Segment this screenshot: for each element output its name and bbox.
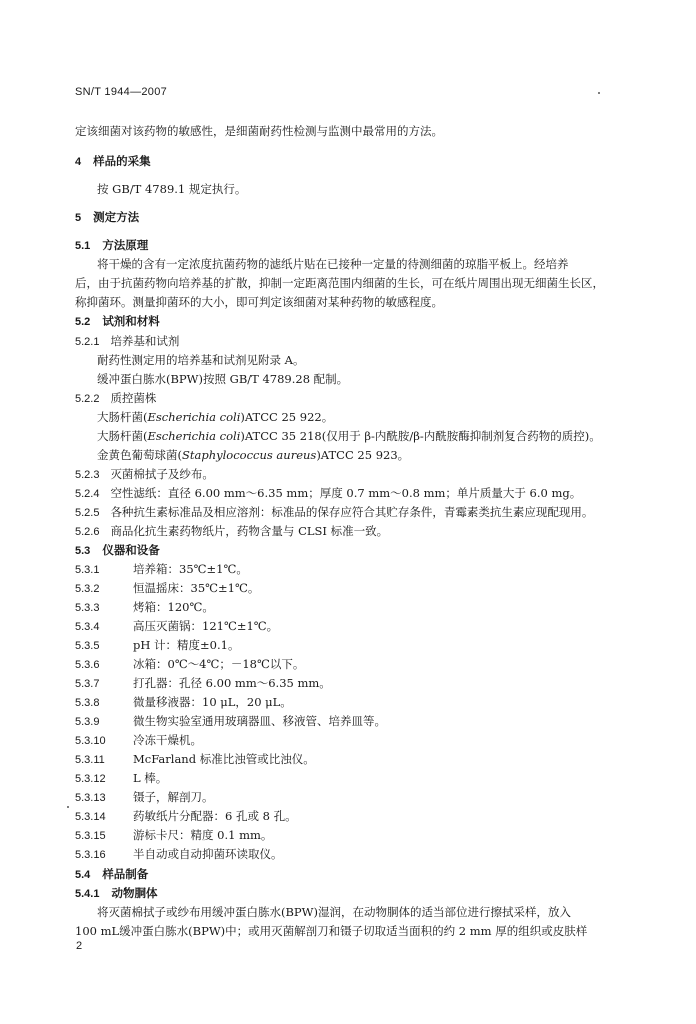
- equipment-item: [75, 714, 386, 729]
- item-text: 镊子，解剖刀。: [133, 790, 214, 804]
- item-text: 冷冻干燥机。: [133, 733, 202, 747]
- section-title: 样品制备: [102, 867, 149, 881]
- section-number: 5.3.14: [75, 811, 106, 823]
- section-number: 5.1: [75, 240, 91, 252]
- item-text: 微生物实验室通用玻璃器皿、移液管、培养皿等。: [133, 714, 386, 728]
- section-5-4-heading: [75, 867, 148, 882]
- section-number: 5.3.9: [75, 716, 100, 728]
- item-text: 商品化抗生素药物纸片，药物含量与 CLSI 标准一致。: [110, 524, 389, 538]
- section-number: 5.3.7: [75, 678, 100, 690]
- equipment-item: [75, 828, 272, 843]
- section-title: 试剂和材料: [102, 314, 160, 328]
- section-number: 5.2.1: [75, 336, 100, 348]
- section-title: 培养基和试剂: [110, 334, 180, 348]
- item-text: 打孔器：孔径 6.00 mm～6.35 mm。: [133, 676, 331, 690]
- strain-suffix: )ATCC 25 922。: [240, 410, 334, 424]
- item-text: 微量移液器：10 μL，20 μL。: [133, 695, 292, 709]
- item-text: 游标卡尺：精度 0.1 mm。: [133, 828, 273, 842]
- equipment-item: [75, 847, 283, 862]
- section-5-1-paragraph-line: 后，由于抗菌药物向培养基的扩散，抑制一定距离范围内细菌的生长，可在纸片周围出现无细菌生长区，: [75, 276, 604, 290]
- section-title: 质控菌株: [110, 391, 157, 405]
- section-title: 仪器和设备: [102, 543, 160, 557]
- standard-number-header: SN/T 1944—2007: [75, 86, 168, 98]
- section-title: 动物胴体: [111, 886, 158, 900]
- qc-strain-line: [97, 410, 333, 424]
- section-number: 5.3.15: [75, 830, 106, 842]
- item-text: pH 计：精度±0.1。: [133, 638, 240, 652]
- strain-prefix: 大肠杆菌(: [97, 429, 148, 443]
- equipment-item: [75, 771, 167, 786]
- equipment-item: [75, 695, 292, 710]
- section-number: 5.2.3: [75, 469, 100, 481]
- equipment-item: [75, 676, 331, 691]
- equipment-item: [75, 581, 259, 596]
- section-number: 5.3.4: [75, 621, 100, 633]
- equipment-item: [75, 790, 214, 805]
- section-number: 5.3.6: [75, 659, 100, 671]
- section-5-1-paragraph-line: 称抑菌环。测量抑菌环的大小，即可判定该细菌对某种药物的敏感程度。: [75, 295, 443, 309]
- section-5-heading: [75, 210, 139, 225]
- equipment-item: [75, 657, 304, 672]
- section-number: 5.3.1: [75, 564, 100, 576]
- item-text: 灭菌棉拭子及纱布。: [110, 467, 214, 481]
- equipment-item: [75, 619, 278, 634]
- strain-prefix: 金黄色葡萄球菌(: [97, 448, 182, 462]
- equipment-item: [75, 809, 297, 824]
- equipment-item: [75, 752, 315, 767]
- equipment-item: [75, 600, 214, 615]
- section-5-2-1-heading: [75, 334, 179, 349]
- section-number: 5.3.5: [75, 640, 100, 652]
- equipment-item: [75, 638, 239, 653]
- section-5-4-1-paragraph-line: 将灭菌棉拭子或纱布用缓冲蛋白胨水(BPW)湿润，在动物胴体的适当部位进行擦拭采样，放入: [97, 905, 571, 919]
- strain-suffix: )ATCC 35 218(仅用于 β-内酰胺/β-内酰胺酶抑制剂复合药物的质控)。: [240, 429, 601, 443]
- section-number: 4: [75, 156, 82, 168]
- section-number: 5.3.8: [75, 697, 100, 709]
- section-number: 5.2.2: [75, 393, 100, 405]
- intro-line: 定该细菌对该药物的敏感性，是细菌耐药性检测与监测中最常用的方法。: [75, 124, 443, 138]
- item-text: L 棒。: [133, 771, 168, 785]
- section-number: 5.3.3: [75, 602, 100, 614]
- section-5-4-1-heading: [75, 886, 157, 901]
- item-text: 空性滤纸：直径 6.00 mm～6.35 mm；厚度 0.7 mm～0.8 mm；单片质量大于 6.0 mg。: [110, 486, 582, 500]
- section-number: 5.3: [75, 545, 91, 557]
- section-number: 5.3.10: [75, 735, 106, 747]
- strain-latin-name: Escherichia coli: [147, 429, 241, 443]
- section-5-1-paragraph-line: 将干燥的含有一定浓度抗菌药物的滤纸片贴在已接种一定量的待测细菌的琼脂平板上。经培养: [97, 257, 569, 271]
- qc-strain-line: [97, 448, 409, 462]
- section-5-2-6: [75, 524, 388, 539]
- section-number: 5.4.1: [75, 888, 100, 900]
- item-text: 培养箱：35℃±1℃。: [133, 562, 248, 576]
- equipment-item: [75, 562, 248, 577]
- qc-strain-line: [97, 429, 601, 443]
- scan-speck: [67, 806, 69, 808]
- section-5-3-heading: [75, 543, 160, 558]
- page-number: 2: [76, 940, 83, 952]
- item-text: 药敏纸片分配器：6 孔或 8 孔。: [133, 809, 297, 823]
- section-title: 测定方法: [93, 210, 140, 224]
- item-text: 各种抗生素标准品及相应溶剂：标准品的保存应符合其贮存条件，青霉素类抗生素应现配现用。: [110, 505, 594, 519]
- section-5-2-4: [75, 486, 581, 501]
- item-text: McFarland 标准比浊管或比浊仪。: [133, 752, 315, 766]
- section-5-2-1-text: 耐药性测定用的培养基和试剂见附录 A。: [97, 353, 305, 367]
- section-4-text: 按 GB/T 4789.1 规定执行。: [97, 182, 247, 196]
- section-number: 5.2: [75, 316, 91, 328]
- strain-suffix: )ATCC 25 923。: [316, 448, 410, 462]
- section-number: 5.2.4: [75, 488, 100, 500]
- section-5-2-2-heading: [75, 391, 156, 406]
- section-number: 5.3.16: [75, 849, 106, 861]
- scan-speck: [598, 92, 600, 94]
- section-number: 5.2.5: [75, 507, 100, 519]
- section-number: 5: [75, 212, 82, 224]
- section-5-4-1-paragraph-line: 100 mL缓冲蛋白胨水(BPW)中；或用灭菌解剖刀和镊子切取适当面积的约 2 mm 厚的组织或皮肤样: [75, 924, 588, 938]
- section-4-heading: [75, 154, 151, 169]
- item-text: 恒温摇床：35℃±1℃。: [133, 581, 260, 595]
- strain-latin-name: Staphylococcus aureus: [182, 448, 317, 462]
- section-number: 5.2.6: [75, 526, 100, 538]
- section-number: 5.3.11: [75, 754, 105, 766]
- section-number: 5.3.2: [75, 583, 100, 595]
- equipment-item: [75, 733, 202, 748]
- item-text: 半自动或自动抑菌环读取仪。: [133, 847, 283, 861]
- item-text: 冰箱：0℃～4℃；－18℃以下。: [133, 657, 305, 671]
- section-title: 方法原理: [102, 238, 149, 252]
- item-text: 烤箱：120℃。: [133, 600, 214, 614]
- section-5-2-heading: [75, 314, 160, 329]
- strain-latin-name: Escherichia coli: [147, 410, 241, 424]
- section-title: 样品的采集: [93, 154, 151, 168]
- item-text: 高压灭菌锅：121℃±1℃。: [133, 619, 279, 633]
- section-number: 5.3.13: [75, 792, 106, 804]
- section-5-2-1-text: 缓冲蛋白胨水(BPW)按照 GB/T 4789.28 配制。: [97, 372, 349, 386]
- strain-prefix: 大肠杆菌(: [97, 410, 148, 424]
- section-number: 5.4: [75, 869, 91, 881]
- section-number: 5.3.12: [75, 773, 106, 785]
- section-5-1-heading: [75, 238, 148, 253]
- section-5-2-3: [75, 467, 214, 482]
- section-5-2-5: [75, 505, 593, 520]
